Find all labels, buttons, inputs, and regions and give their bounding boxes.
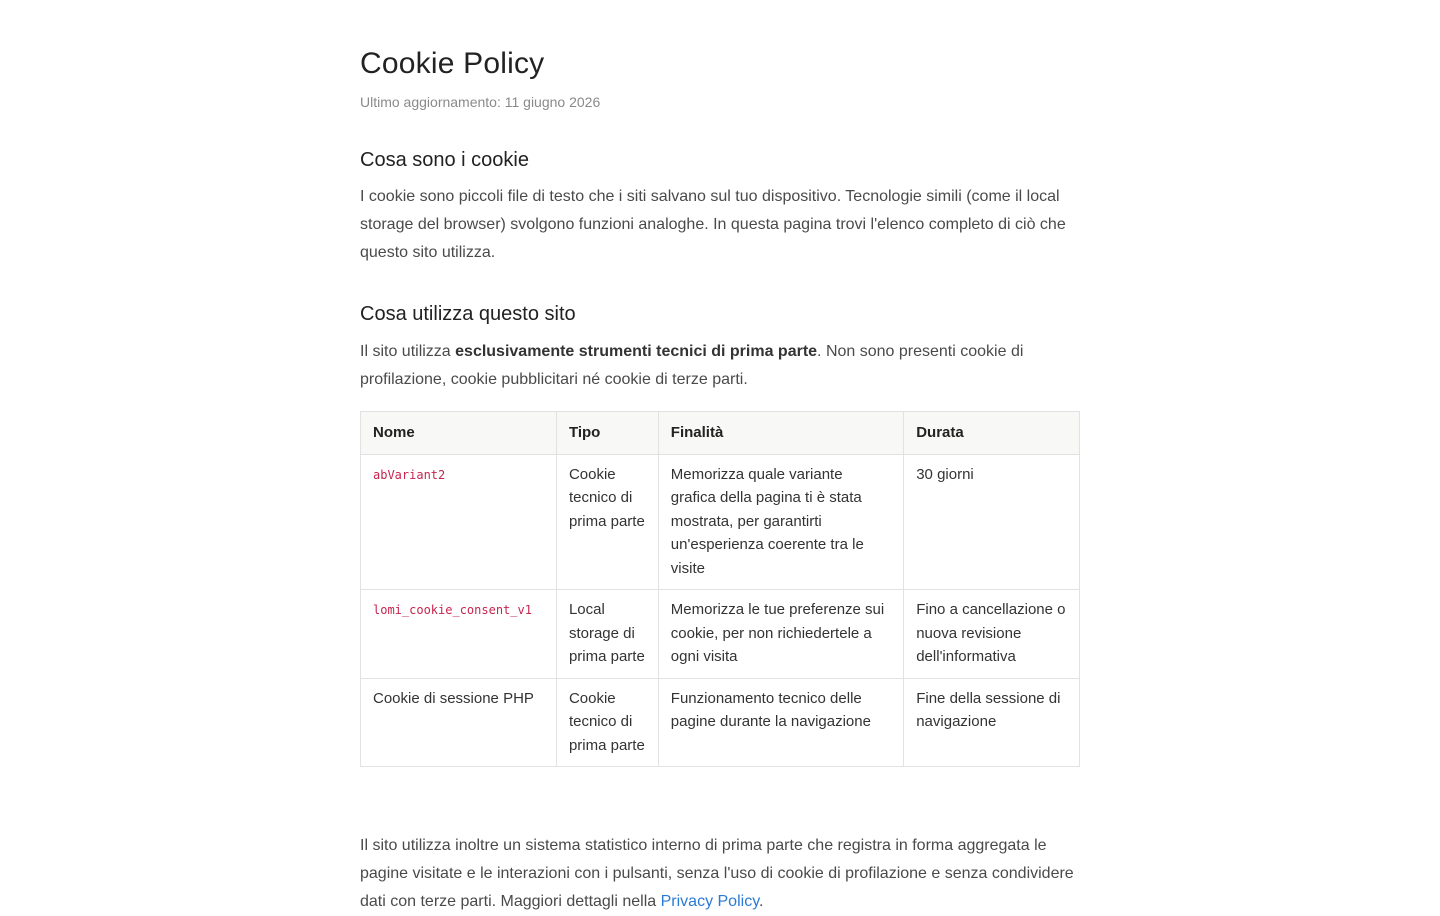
cookie-name-code: abVariant2 — [373, 467, 446, 482]
cell-type: Cookie tecnico di prima parte — [556, 678, 658, 767]
privacy-policy-link[interactable]: Privacy Policy — [660, 893, 759, 910]
column-header-type: Tipo — [556, 412, 658, 455]
cell-duration: Fine della sessione di navigazione — [904, 678, 1080, 767]
cell-purpose: Funzionamento tecnico delle pagine durante la navigazione — [658, 678, 903, 767]
table-row — [361, 590, 1080, 679]
section-text-analytics — [360, 832, 1082, 916]
column-header-duration: Durata — [904, 412, 1080, 455]
cell-name — [361, 590, 557, 679]
cell-name: Cookie di sessione PHP — [361, 678, 557, 767]
intro-text-after: . Non sono presenti cookie di profilazione, cookie pubblicitari né cookie di terze parti. — [360, 343, 1024, 388]
table-row — [361, 454, 1080, 590]
cell-duration: Fino a cancellazione o nuova revisione dell'informativa — [904, 590, 1080, 679]
intro-text-bold: esclusivamente strumenti tecnici di prima parte — [455, 343, 818, 360]
cell-purpose: Memorizza le tue preferenze sui cookie, per non richiedertele a ogni visita — [658, 590, 903, 679]
intro-text-before: Il sito utilizza — [360, 343, 456, 360]
section-text-site-usage — [360, 338, 1082, 394]
analytics-text: Il sito utilizza inoltre un sistema statistico interno di prima parte che registra in forma aggregata le pagine visitate e le interazioni con i pulsanti, senza l'uso di cookie di profilazione e senza condividere dati con terze parti. Maggiori dettagli nella — [360, 837, 1074, 910]
table-row — [361, 678, 1080, 767]
cell-duration: 30 giorni — [904, 454, 1080, 590]
section-heading-what-are-cookies: Cosa sono i cookie — [360, 149, 529, 171]
cookie-name-code: lomi_cookie_consent_v1 — [373, 603, 532, 617]
cell-type: Local storage di prima parte — [556, 590, 658, 679]
cell-name — [361, 454, 557, 590]
table-header-row — [361, 412, 1080, 455]
analytics-text-end: . — [759, 893, 764, 910]
cell-type: Cookie tecnico di prima parte — [556, 454, 658, 590]
cell-purpose: Memorizza quale variante grafica della pagina ti è stata mostrata, per garantirti un'esperienza coerente tra le visite — [658, 454, 903, 590]
section-text-what-are-cookies: I cookie sono piccoli file di testo che i siti salvano sul tuo dispositivo. Tecnologie simili (come il local storage del browser) svolgono funzioni analoghe. In questa pagina trovi l'elenco completo di ciò che questo sito utilizza. — [360, 188, 1066, 261]
last-updated-date: Ultimo aggiornamento: 11 giugno 2026 — [360, 94, 601, 110]
cookies-table — [360, 411, 1080, 767]
column-header-purpose: Finalità — [658, 412, 903, 455]
section-heading-site-usage: Cosa utilizza questo sito — [360, 303, 576, 325]
page-title: Cookie Policy — [360, 47, 545, 80]
column-header-name: Nome — [361, 412, 557, 455]
